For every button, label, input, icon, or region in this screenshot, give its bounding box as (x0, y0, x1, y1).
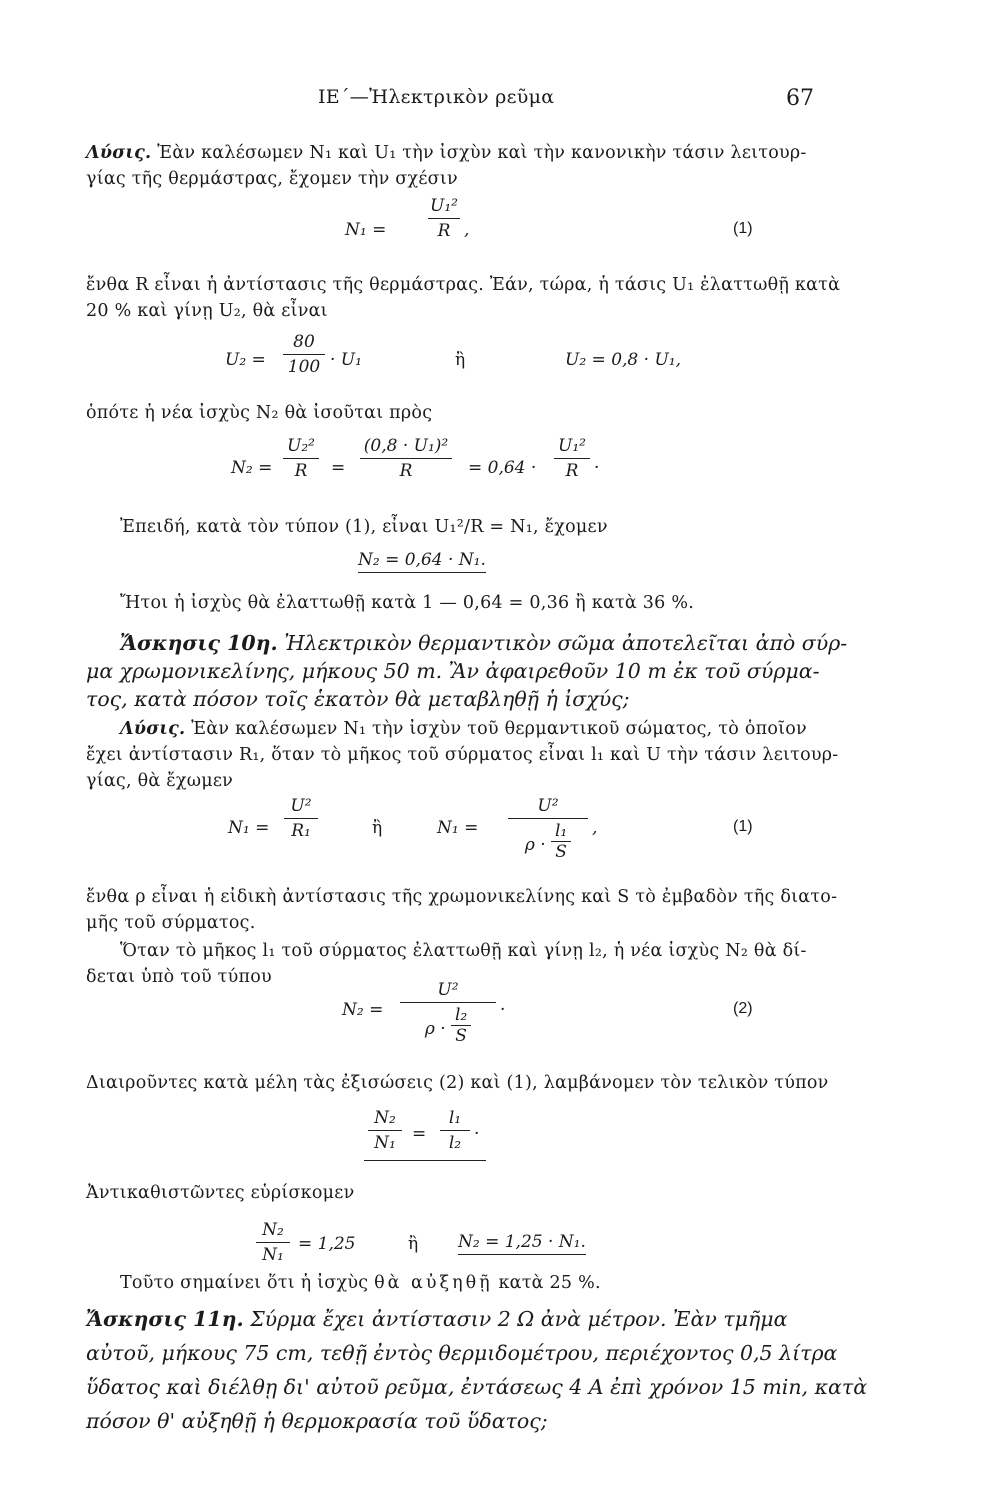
sol1-line3: ἔνθα R εἶναι ἡ ἀντίστασις τῆς θερμάστρας. Ἐάν, τώρα, ἡ τάσις U₁ ἐλαττωθῇ κατὰ (86, 275, 841, 295)
result-formula: N₂ = 1,25 · N₁. (458, 1232, 586, 1255)
sol2-eq1-lhs: N₁ = (228, 818, 270, 838)
sol1-eq2-or: ἢ (455, 350, 466, 370)
sol2-line9: Ἀντικαθιστῶντες εὑρίσκομεν (86, 1183, 355, 1203)
sol2-eq2-tail: · (500, 1000, 506, 1020)
rho-factor: ρ · (524, 835, 546, 855)
eq-denominator: R (437, 221, 451, 241)
equation-tag-1: (1) (733, 220, 753, 237)
emphasis-spaced: θὰ αὐξηθῇ (374, 1273, 493, 1293)
inner-fraction (551, 821, 571, 862)
sol2-eq4-or: ἢ (408, 1234, 419, 1254)
sol2-eq3-fraction-2 (440, 1108, 470, 1153)
equation-tag-2: (2) (733, 1000, 753, 1017)
solution-label: Λύσις. (86, 143, 152, 163)
sol2-eq1-compound-fraction (508, 796, 588, 862)
result-underline (364, 1160, 486, 1161)
sol2-line6: Ὅταν τὸ μῆκος l₁ τοῦ σύρματος ἐλαττωθῇ καὶ γίνῃ l₂, ἡ νέα ἰσχὺς N₂ θὰ δί- (120, 941, 807, 961)
eq-numerator: l₁ (448, 1108, 462, 1128)
fraction-bar (256, 1242, 290, 1243)
fraction-bar (400, 1002, 496, 1003)
sol1-eq2-fraction (283, 332, 325, 377)
inner-denominator: S (455, 1026, 467, 1046)
sol2-line7: δεται ὑπὸ τοῦ τύπου (86, 967, 272, 987)
eq-numerator: U² (537, 796, 559, 816)
ex11-line4: πόσον θ' αὐξηθῇ ἡ θερμοκρασία τοῦ ὕδατος; (86, 1409, 548, 1433)
ex10-line3: τος, κατὰ πόσον τοῖς ἑκατὸν θὰ μεταβληθῇ ἡ ἰσχύς; (86, 687, 630, 711)
eq-denominator: N₁ (374, 1133, 396, 1153)
eq-denominator: R (565, 461, 579, 481)
exercise-heading: Ἄσκησις 11η. (86, 1307, 244, 1331)
sol2-eq2-lhs: N₂ = (342, 1000, 384, 1020)
inner-numerator: l₁ (554, 821, 568, 841)
sol2-eq1-fraction (284, 796, 318, 841)
sol1-eq3-dot: · (594, 458, 600, 478)
sol2-text1: Ἐὰν καλέσωμεν N₁ τὴν ἰσχὺν τοῦ θερμαντικοῦ σώματος, τὸ ὁποῖον (191, 719, 807, 739)
sol2-text10a: Τοῦτο σημαίνει ὅτι ἡ ἰσχὺς (120, 1273, 369, 1293)
ex11-line3: ὕδατος καὶ διέλθῃ δι' αὐτοῦ ρεῦμα, ἐντάσεως 4 A ἐπὶ χρόνον 15 min, κατὰ (86, 1375, 868, 1399)
sol1-eq3-fraction-1 (283, 436, 319, 481)
eq-numerator: U₁² (430, 196, 458, 216)
sol2-eq4-result (458, 1232, 586, 1252)
sol1-eq3-mid: = 0,64 · (468, 458, 537, 478)
eq-numerator: U₂² (287, 436, 315, 456)
fraction-bar (428, 218, 460, 219)
sol1-eq1-lhs: N₁ = (345, 220, 387, 240)
eq-denominator: R (399, 461, 413, 481)
sol2-eq2-compound-fraction (400, 980, 496, 1046)
sol2-line1 (120, 718, 807, 740)
sol2-eq4-value: = 1,25 (298, 1234, 356, 1254)
solution-label: Λύσις. (120, 719, 186, 739)
ex11-line2: αὐτοῦ, μήκους 75 cm, τεθῇ ἐντὸς θερμιδομέτρου, περιέχοντος 0,5 λίτρα (86, 1341, 838, 1365)
sol1-eq3-lhs: N₂ = (231, 458, 273, 478)
eq-denominator: R₁ (291, 821, 311, 841)
sol1-text1: Ἐὰν καλέσωμεν N₁ καὶ U₁ τὴν ἰσχὺν καὶ τὴν κανονικὴν τάσιν λειτουρ- (157, 143, 807, 163)
eq-numerator: U² (290, 796, 312, 816)
sol2-eq1-lhs2: N₁ = (437, 818, 479, 838)
sol1-eq3-fraction-2 (360, 436, 452, 481)
sol2-eq3-fraction-1 (368, 1108, 402, 1153)
sol2-eq3-dot: · (474, 1124, 480, 1144)
eq-denominator: l₂ (448, 1133, 462, 1153)
sol2-eq4-fraction (256, 1220, 290, 1265)
sol1-line4: 20 % καὶ γίνῃ U₂, θὰ εἶναι (86, 301, 328, 321)
fraction-bar (283, 354, 325, 355)
eq-denominator: N₁ (262, 1245, 284, 1265)
inner-fraction (451, 1005, 471, 1046)
fraction-bar (284, 818, 318, 819)
sol1-line7: Ἤτοι ἡ ἰσχὺς θὰ ἐλαττωθῇ κατὰ 1 — 0,64 = 0,36 ἢ κατὰ 36 %. (120, 593, 695, 613)
eq-numerator: U₁² (558, 436, 586, 456)
eq-numerator: N₂ (374, 1108, 396, 1128)
sol1-eq2-tail: · U₁ (330, 350, 362, 370)
sol1-eq2-lhs: U₂ = (225, 350, 266, 370)
ex10-line2: μα χρωμονικελίνης, μήκους 50 m. Ἂν ἀφαιρεθοῦν 10 m ἐκ τοῦ σύρμα- (86, 659, 820, 683)
eq-numerator: (0,8 · U₁)² (363, 436, 449, 456)
sol2-text10c: κατὰ 25 %. (498, 1273, 601, 1293)
ex10-text1: Ἠλεκτρικὸν θερμαντικὸν σῶμα ἀποτελεῖται ἀπὸ σύρ- (284, 631, 848, 655)
eq-numerator: U² (437, 980, 459, 1000)
page-number: 67 (786, 86, 814, 111)
sol2-eq1-or: ἢ (372, 818, 383, 838)
sol1-result (358, 550, 486, 570)
sol2-eq1-tail: , (592, 818, 598, 838)
rho-factor: ρ · (424, 1019, 446, 1039)
ex11-line1 (86, 1306, 787, 1332)
sol2-line10 (120, 1272, 601, 1294)
sol2-line5: μῆς τοῦ σύρματος. (86, 913, 256, 933)
chapter-title: ΙΕ΄—Ἠλεκτρικὸν ρεῦμα (318, 86, 555, 108)
eq-denominator (400, 1005, 496, 1046)
sol1-eq1-tail: , (464, 220, 470, 240)
eq-numerator: N₂ (262, 1220, 284, 1240)
sol1-eq3-equals: = (331, 458, 346, 478)
result-formula: N₂ = 0,64 · N₁. (358, 550, 486, 573)
inner-numerator: l₂ (454, 1005, 468, 1025)
eq-denominator (508, 821, 588, 862)
exercise-heading: Ἄσκησις 10η. (120, 631, 278, 655)
sol1-eq2-alt: U₂ = 0,8 · U₁, (565, 350, 681, 370)
sol1-line5: ὁπότε ἡ νέα ἰσχὺς N₂ θὰ ἰσοῦται πρὸς (86, 403, 433, 423)
equation-tag-1: (1) (733, 818, 753, 835)
fraction-bar (283, 458, 319, 459)
sol2-eq3-equals: = (412, 1124, 427, 1144)
eq-denominator: R (294, 461, 308, 481)
sol1-line2: γίας τῆς θερμάστρας, ἔχομεν τὴν σχέσιν (86, 169, 458, 189)
sol1-line1 (86, 142, 807, 164)
ex10-line1 (120, 630, 847, 656)
sol2-line2: ἔχει ἀντίστασιν R₁, ὅταν τὸ μῆκος τοῦ σύρματος εἶναι l₁ καὶ U τὴν τάσιν λειτουρ- (86, 745, 839, 765)
sol2-line4: ἔνθα ρ εἶναι ἡ εἰδικὴ ἀντίστασις τῆς χρωμονικελίνης καὶ S τὸ ἐμβαδὸν τῆς διατο- (86, 887, 838, 907)
sol1-eq1-fraction (428, 196, 460, 241)
eq-numerator: 80 (293, 332, 315, 352)
fraction-bar (368, 1130, 402, 1131)
sol1-eq3-fraction-3 (554, 436, 590, 481)
sol2-line8: Διαιροῦντες κατὰ μέλη τὰς ἐξισώσεις (2) καὶ (1), λαμβάνομεν τὸν τελικὸν τύπον (86, 1073, 829, 1093)
inner-denominator: S (555, 842, 567, 862)
fraction-bar (440, 1130, 470, 1131)
fraction-bar (554, 458, 590, 459)
eq-denominator: 100 (287, 357, 321, 377)
fraction-bar (508, 818, 588, 819)
fraction-bar (360, 458, 452, 459)
sol1-line6: Ἐπειδή, κατὰ τὸν τύπον (1), εἶναι U₁²/R = N₁, ἔχομεν (120, 517, 608, 537)
ex11-text1: Σύρμα ἔχει ἀντίστασιν 2 Ω ἀνὰ μέτρον. Ἐὰν τμῆμα (250, 1307, 788, 1331)
sol2-line3: γίας, θὰ ἔχωμεν (86, 771, 234, 791)
